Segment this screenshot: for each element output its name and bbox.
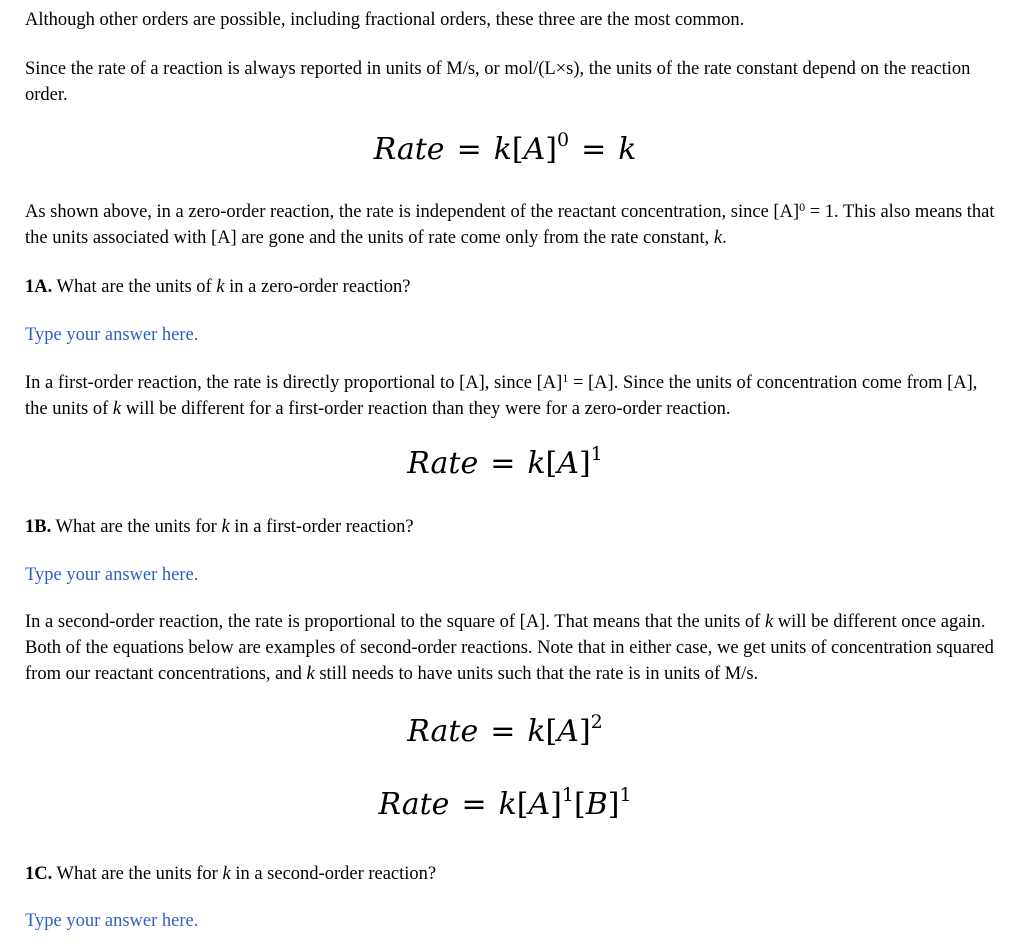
first-order-text-1: In a first-order reaction, the rate is directly proportional to [A], since [A]	[25, 373, 563, 393]
eq-rhs-k: k	[618, 132, 637, 167]
equation-second-order-b	[0, 785, 1010, 825]
question-1b-text-1: What are the units for	[51, 517, 222, 537]
answer-field-1c[interactable]: Type your answer here.	[25, 911, 199, 931]
eq-a-term: A	[523, 132, 546, 167]
second-order-text-3: still needs to have units such that the rate is in units of M/s.	[314, 664, 759, 684]
eq2b-rate-term: Rate	[378, 787, 450, 822]
question-1a	[25, 274, 995, 300]
question-1c	[25, 861, 995, 887]
question-1b	[25, 514, 995, 540]
eq1-a-term: A	[557, 446, 579, 481]
question-1a-text-2: in a zero-order reaction?	[224, 277, 411, 297]
zero-order-paragraph	[25, 199, 995, 251]
zero-order-superscript: 0	[799, 200, 806, 214]
eq-exponent: 0	[557, 129, 570, 151]
second-order-text-1: In a second-order reaction, the rate is proportional to the square of [A]. That means that the units of	[25, 612, 765, 632]
eq2b-a-term: A	[528, 787, 551, 822]
question-1b-label: 1B.	[25, 517, 52, 537]
second-order-k-2: k	[306, 664, 315, 684]
eq2b-right-bracket-a: ]	[550, 787, 562, 822]
eq2b-exponent-a: 1	[561, 784, 574, 806]
eq2b-left-bracket-b: [	[573, 787, 586, 822]
eq1-equals-sign: =	[490, 446, 516, 481]
question-1a-text-1: What are the units of	[52, 277, 217, 297]
question-1a-k: k	[216, 277, 225, 297]
question-1c-text-1: What are the units for	[52, 864, 223, 884]
eq-equals-sign: =	[456, 132, 482, 167]
answer-field-1b[interactable]: Type your answer here.	[25, 565, 199, 585]
question-1c-k: k	[222, 864, 231, 884]
equation-zero-order	[0, 130, 1010, 170]
eq2b-right-bracket-b: ]	[607, 787, 620, 822]
zero-order-text-3: .	[722, 228, 727, 248]
question-1c-label: 1C.	[25, 864, 53, 884]
eq2a-right-bracket: ]	[578, 714, 591, 749]
eq1-exponent: 1	[590, 443, 603, 465]
eq2b-equals-sign: =	[461, 787, 487, 822]
equation-second-order-a	[0, 712, 1010, 752]
question-1b-k: k	[221, 517, 230, 537]
eq2a-a-term: A	[557, 714, 579, 749]
eq2b-k-term: k	[498, 787, 517, 822]
eq2b-b-term: B	[585, 787, 608, 822]
intro-text: Although other orders are possible, including fractional orders, these three are the most common.	[25, 10, 745, 30]
second-order-paragraph	[25, 609, 995, 687]
eq-k-term: k	[493, 132, 512, 167]
eq-equals-sign-2: =	[581, 132, 607, 167]
eq2a-rate-term: Rate	[407, 714, 479, 749]
eq1-k-term: k	[527, 446, 546, 481]
first-order-k: k	[112, 399, 122, 419]
question-1b-text-2: in a first-order reaction?	[229, 517, 414, 537]
second-order-text-2: will be different once again. Both of the equations below are examples of second-order reactions. Note that in either case, we get units of concentration squared from our reactant concentrations, and	[25, 612, 994, 684]
question-1c-text-2: in a second-order reaction?	[230, 864, 437, 884]
eq2a-equals-sign: =	[490, 714, 516, 749]
zero-order-text-1: As shown above, in a zero-order reaction, the rate is independent of the reactant concentration, since [A]	[25, 202, 800, 222]
eq1-right-bracket: ]	[578, 446, 591, 481]
eq2a-left-bracket: [	[545, 714, 558, 749]
second-order-k: k	[764, 612, 774, 632]
first-order-paragraph	[25, 370, 995, 422]
answer-field-1a[interactable]: Type your answer here.	[25, 325, 199, 345]
eq1-rate-term: Rate	[407, 446, 479, 481]
zero-order-text-2: = 1. This also means that the units associated with [A] are gone and the units of rate come only from the rate constant,	[25, 202, 995, 248]
eq2b-left-bracket-a: [	[516, 787, 529, 822]
first-order-superscript: 1	[562, 371, 569, 385]
rate-units-paragraph	[25, 56, 995, 108]
eq2b-exponent-b: 1	[619, 784, 632, 806]
question-1a-label: 1A.	[25, 277, 53, 297]
eq2a-exponent: 2	[590, 711, 603, 733]
intro-paragraph	[25, 7, 995, 33]
first-order-text-2: = [A]. Since the units of concentration come from [A], the units of	[25, 373, 978, 419]
first-order-text-3: will be different for a first-order reaction than they were for a zero-order reaction.	[121, 399, 731, 419]
zero-order-k: k	[713, 228, 723, 248]
equation-first-order	[0, 444, 1010, 484]
eq2a-k-term: k	[527, 714, 546, 749]
eq-left-bracket: [	[511, 132, 524, 167]
rate-units-text: Since the rate of a reaction is always reported in units of M/s, or mol/(L×s), the units of the rate constant depend on the reaction order.	[25, 59, 971, 105]
eq-rate-term: Rate	[373, 132, 445, 167]
eq-right-bracket: ]	[545, 132, 557, 167]
eq1-left-bracket: [	[545, 446, 558, 481]
